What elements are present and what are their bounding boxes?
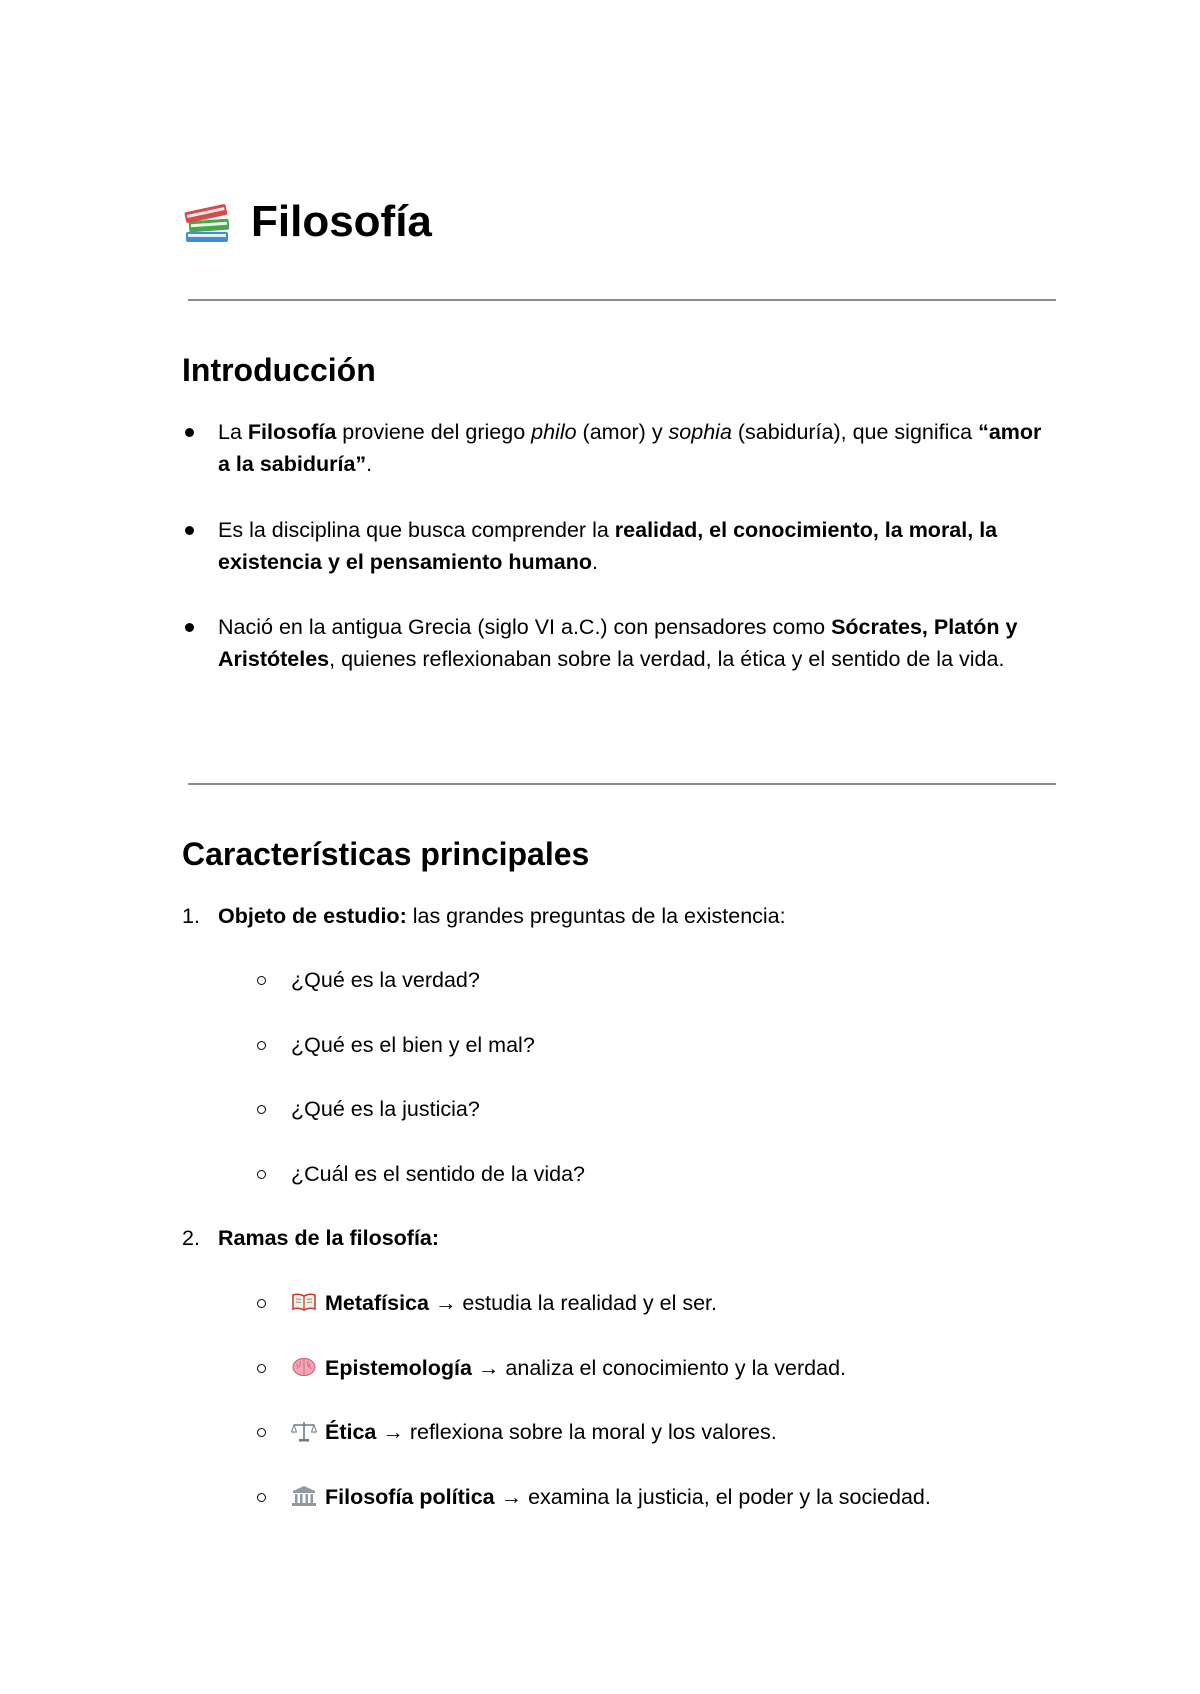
sub-list-item: ¿Qué es el bien y el mal? xyxy=(291,1033,535,1057)
balance-scale-icon xyxy=(291,1420,317,1442)
classical-building-icon xyxy=(291,1485,317,1507)
sub-list-item: Ética → reflexiona sobre la moral y los valores. xyxy=(291,1416,1051,1448)
divider xyxy=(188,783,1056,785)
sub-bullet xyxy=(257,1041,266,1050)
bullet-dot xyxy=(185,526,194,535)
sub-bullet xyxy=(257,976,266,985)
sub-bullet xyxy=(257,1299,266,1308)
brain-icon xyxy=(291,1356,317,1378)
open-book-icon xyxy=(291,1291,317,1313)
sub-bullet xyxy=(257,1493,266,1502)
list-item: Objeto de estudio: las grandes preguntas de la existencia: xyxy=(218,904,786,928)
books-icon xyxy=(182,196,234,248)
list-item: La Filosofía proviene del griego philo (amor) y sophia (sabiduría), que significa “amor a la sabiduría”. xyxy=(218,420,1042,476)
list-item: Nació en la antigua Grecia (siglo VI a.C.) con pensadores como Sócrates, Platón y Aristóteles, quienes reflexionaban sobre la verdad, la ética y el sentido de la vida. xyxy=(218,615,1018,671)
sub-list-item: ¿Qué es la verdad? xyxy=(291,968,480,992)
section-heading-introduccion: Introducción xyxy=(182,352,376,388)
page-title xyxy=(182,193,432,251)
list-item: Ramas de la filosofía: xyxy=(218,1226,440,1250)
sub-list-item: Filosofía política → examina la justicia, el poder y la sociedad. xyxy=(291,1481,1051,1513)
section-heading-caracteristicas: Características principales xyxy=(182,836,590,872)
sub-list-item: ¿Qué es la justicia? xyxy=(291,1097,480,1121)
list-number: 2. xyxy=(182,1226,200,1250)
sub-list-item: Metafísica → estudia la realidad y el ser. xyxy=(291,1287,1051,1319)
bullet-dot xyxy=(185,623,194,632)
sub-bullet xyxy=(257,1364,266,1373)
sub-bullet xyxy=(257,1170,266,1179)
bullet-dot xyxy=(185,428,194,437)
title-text: Filosofía xyxy=(251,197,432,246)
divider xyxy=(188,299,1056,301)
sub-bullet xyxy=(257,1428,266,1437)
sub-bullet xyxy=(257,1105,266,1114)
list-item: Es la disciplina que busca comprender la realidad, el conocimiento, la moral, la existencia y el pensamiento humano. xyxy=(218,518,998,574)
sub-list-item: ¿Cuál es el sentido de la vida? xyxy=(291,1162,586,1186)
sub-list-item: Epistemología → analiza el conocimiento y la verdad. xyxy=(291,1352,1051,1384)
list-number: 1. xyxy=(182,904,200,928)
